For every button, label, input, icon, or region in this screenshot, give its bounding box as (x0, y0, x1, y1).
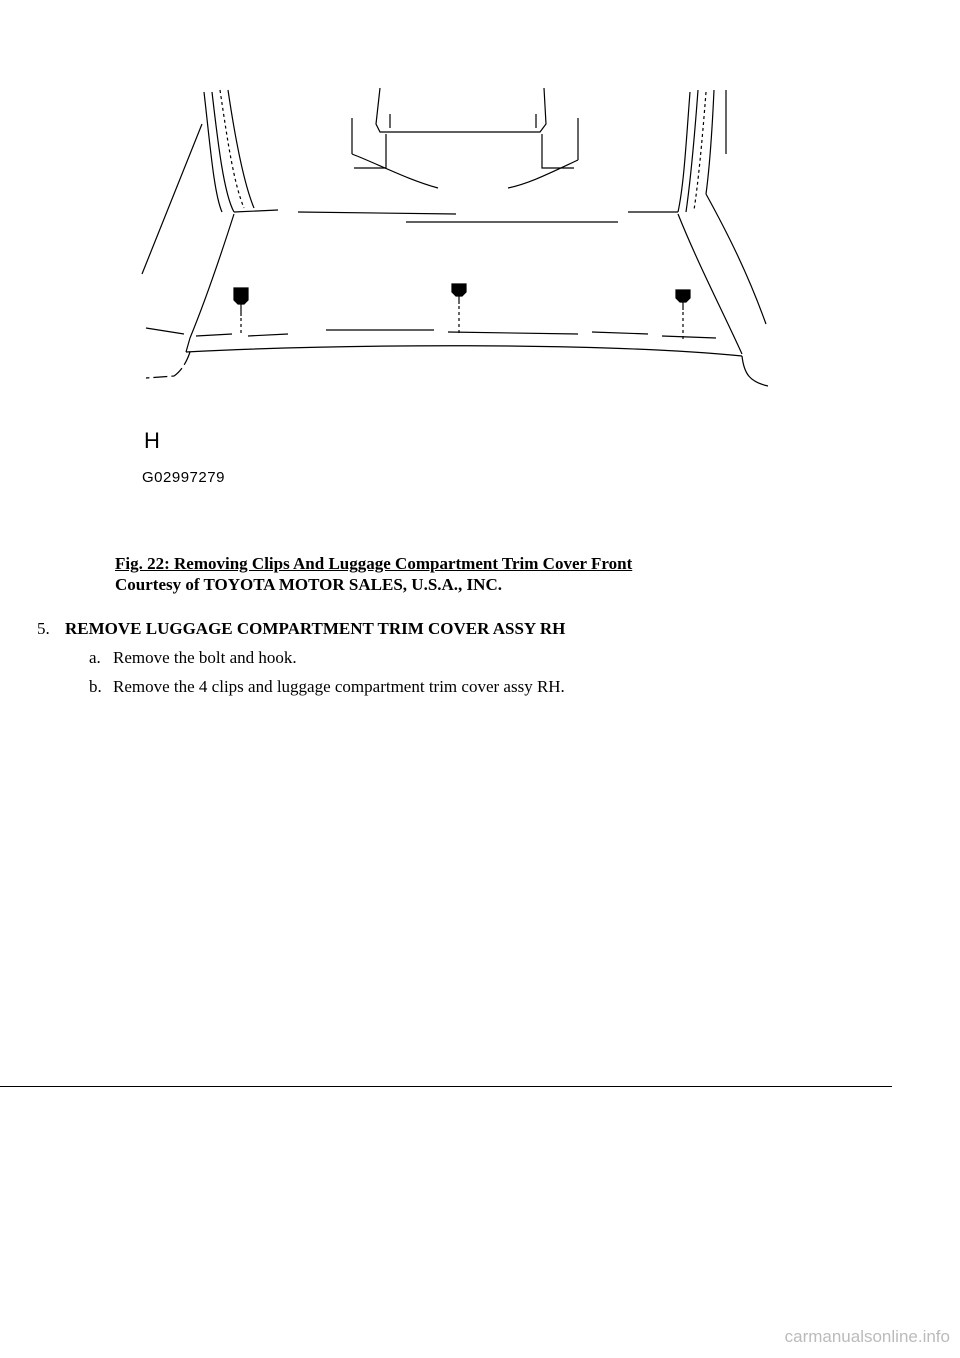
caption-credit: Courtesy of TOYOTA MOTOR SALES, U.S.A., INC. (115, 575, 502, 594)
watermark: carmanualsonline.info (784, 1327, 950, 1346)
procedure-step (37, 619, 565, 639)
substep-b (89, 677, 565, 697)
footer-divider (0, 1086, 892, 1087)
clip-center-icon (452, 284, 466, 334)
substep-text: Remove the bolt and hook. (113, 648, 297, 667)
step-title: REMOVE LUGGAGE COMPARTMENT TRIM COVER ASSY RH (65, 619, 566, 638)
clip-right-icon (676, 290, 690, 340)
view-label: H (144, 428, 160, 453)
clip-left-icon (234, 288, 248, 336)
step-number: 5. (37, 619, 50, 638)
substep-text: Remove the 4 clips and luggage compartment trim cover assy RH. (113, 677, 565, 696)
substep-letter: b. (89, 677, 102, 696)
substep-a (89, 648, 297, 668)
figure-code: G02997279 (142, 469, 225, 486)
trim-cover-illustration (138, 84, 770, 494)
caption-title: Fig. 22: Removing Clips And Luggage Compartment Trim Cover Front (115, 554, 633, 573)
line-drawing (138, 84, 770, 494)
figure-caption (115, 553, 632, 595)
substep-letter: a. (89, 648, 101, 667)
